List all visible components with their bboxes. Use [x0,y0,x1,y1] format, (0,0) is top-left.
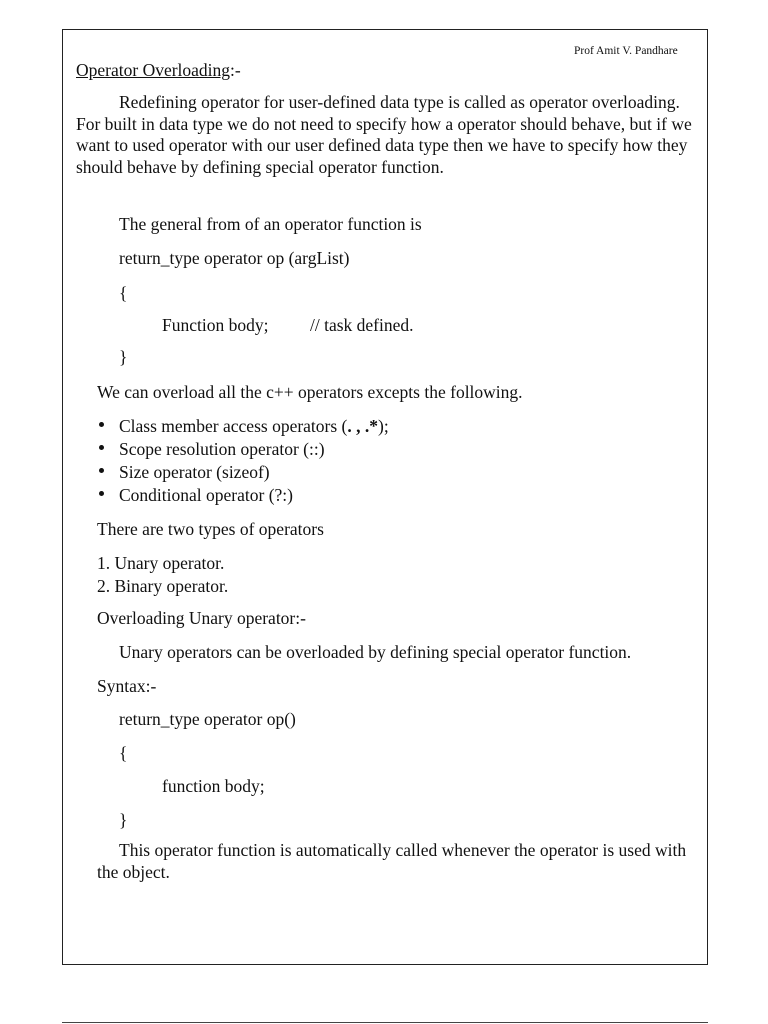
exceptions-intro: We can overload all the c++ operators excepts the following. [97,382,523,402]
code-body: function body; [162,776,265,796]
code-close-brace: } [119,810,128,830]
bullet-dot [99,422,104,427]
exception-item: Conditional operator (?:) [119,485,293,505]
closing-paragraph: This operator function is automatically called whenever the operator is used with the object. [97,840,687,882]
exception-item [119,415,389,437]
section-title-operator-overloading [76,59,241,81]
bullet-dot [99,468,104,473]
section-title-text: Operator Overloading [76,60,231,80]
bullet-dot [99,491,104,496]
exception-item: Scope resolution operator (::) [119,439,325,459]
code-signature: return_type operator op() [119,709,296,729]
code-open-brace: { [119,743,128,763]
exception-item-text-end: ); [378,416,389,436]
unary-description: Unary operators can be overloaded by defining special operator function. [119,642,632,662]
footer-rule [62,1022,708,1023]
exception-item: Size operator (sizeof) [119,462,270,482]
general-form-intro: The general from of an operator function is [119,214,422,234]
author-header: Prof Amit V. Pandhare [574,45,678,57]
syntax-label: Syntax:- [97,676,157,696]
bullet-dot [99,445,104,450]
code-comment: // task defined. [310,315,414,335]
code-open-brace: { [119,283,128,303]
type-item: 1. Unary operator. [97,553,225,573]
intro-paragraph: Redefining operator for user-defined data type is called as operator overloading. For built in data type we do not need to specify how a operator should behave, but if we want to used operator with our user defined data type then we have to specify how they should behave by defining special operator function. [76,92,692,177]
code-close-brace: } [119,347,128,367]
type-item: 2. Binary operator. [97,576,229,596]
section-title-unary: Overloading Unary operator:- [97,608,306,628]
code-body: Function body; [162,315,269,335]
exception-item-text: Class member access operators ( [119,416,348,436]
exception-item-bold: . , .* [347,416,379,436]
code-signature: return_type operator op (argList) [119,248,350,268]
section-title-suffix: :- [230,60,241,80]
types-intro: There are two types of operators [97,519,324,539]
